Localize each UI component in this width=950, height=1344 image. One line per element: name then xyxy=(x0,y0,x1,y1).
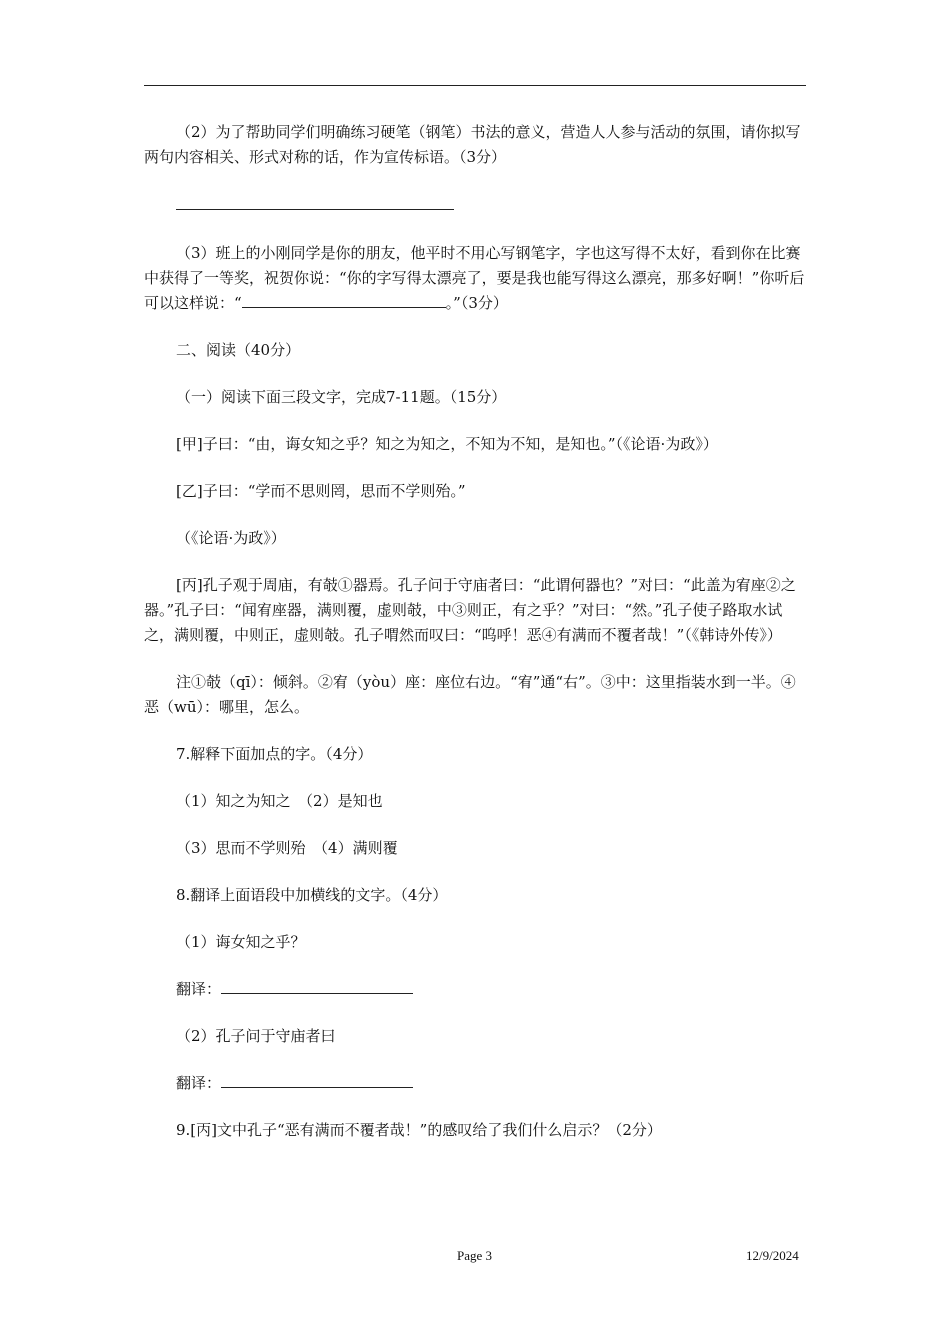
header-rule xyxy=(144,85,806,86)
q8-label1: 翻译： xyxy=(176,980,222,998)
q8-label2: 翻译： xyxy=(176,1074,222,1092)
passage-jia: [甲]子曰：“由，诲女知之乎？知之为知之，不知为不知，是知也。”（《论语·为政》） xyxy=(176,435,718,453)
footer-date: 12/9/2024 xyxy=(746,1248,799,1263)
q7-row1: （1）知之为知之 （2）是知也 xyxy=(176,792,383,810)
q7-row2: （3）思而不学则殆 （4）满则覆 xyxy=(176,839,398,857)
document-body xyxy=(144,120,806,1143)
q8-translation2 xyxy=(144,1071,806,1096)
part1-intro: （一）阅读下面三段文字，完成7-11题。（15分） xyxy=(176,388,507,406)
q8-answer-blank2[interactable] xyxy=(221,1071,413,1088)
q3-text-before: （3）班上的小刚同学是你的朋友，他平时不用心写钢笔字，字也这写得不太好，看到你在比赛中获得了一等奖，祝贺你说：“你的字写得太漂亮了，要是我也能写得这么漂亮，那多好啊！”你听后可以这样说：“ xyxy=(144,244,805,312)
q2-answer-line[interactable] xyxy=(144,193,806,218)
passage-yi: [乙]子曰：“学而不思则罔，思而不学则殆。” xyxy=(176,482,466,500)
passage-notes: 注①攲（qī）：倾斜。②宥（yòu）座：座位右边。“宥”通“右”。③中：这里指装水到一半。④恶（wū）：哪里，怎么。 xyxy=(144,673,796,716)
section2-heading: 二、阅读（40分） xyxy=(176,341,301,359)
q8-prompt: 8.翻译上面语段中加横线的文字。（4分） xyxy=(176,886,448,904)
q9-prompt: 9.[丙]文中孔子“恶有满而不覆者哉！”的感叹给了我们什么启示？（2分） xyxy=(176,1121,662,1139)
q8-answer-blank1[interactable] xyxy=(221,977,413,994)
q8-translation1 xyxy=(144,977,806,1002)
passage-bing: [丙]孔子观于周庙，有攲①器焉。孔子问于守庙者曰：“此谓何器也？”对曰：“此盖为宥座②之器。”孔子曰：“闻宥座器，满则覆，虚则攲，中③则正，有之乎？”对曰：“然。”孔子使子路取水试之，满则覆，中则正，虚则攲。孔子喟然而叹曰：“呜呼！恶④有满而不覆者哉！”（《韩诗外传》） xyxy=(144,576,796,644)
q2-text: （2）为了帮助同学们明确练习硬笔（钢笔）书法的意义，营造人人参与活动的氛围，请你拟写两句内容相关、形式对称的话，作为宣传标语。（3分） xyxy=(144,123,801,166)
q8-item1: （1）诲女知之乎？ xyxy=(176,933,306,951)
q7-prompt: 7.解释下面加点的字。（4分） xyxy=(176,745,373,763)
footer-page-number: Page 3 xyxy=(457,1248,493,1263)
q8-item2: （2）孔子问于守庙者曰 xyxy=(176,1027,336,1045)
q3-text-after: 。”（3分） xyxy=(445,294,508,312)
q3-answer-blank[interactable] xyxy=(242,291,446,308)
q3-text xyxy=(144,241,806,316)
passage-yi-source: （《论语·为政》） xyxy=(176,529,286,547)
